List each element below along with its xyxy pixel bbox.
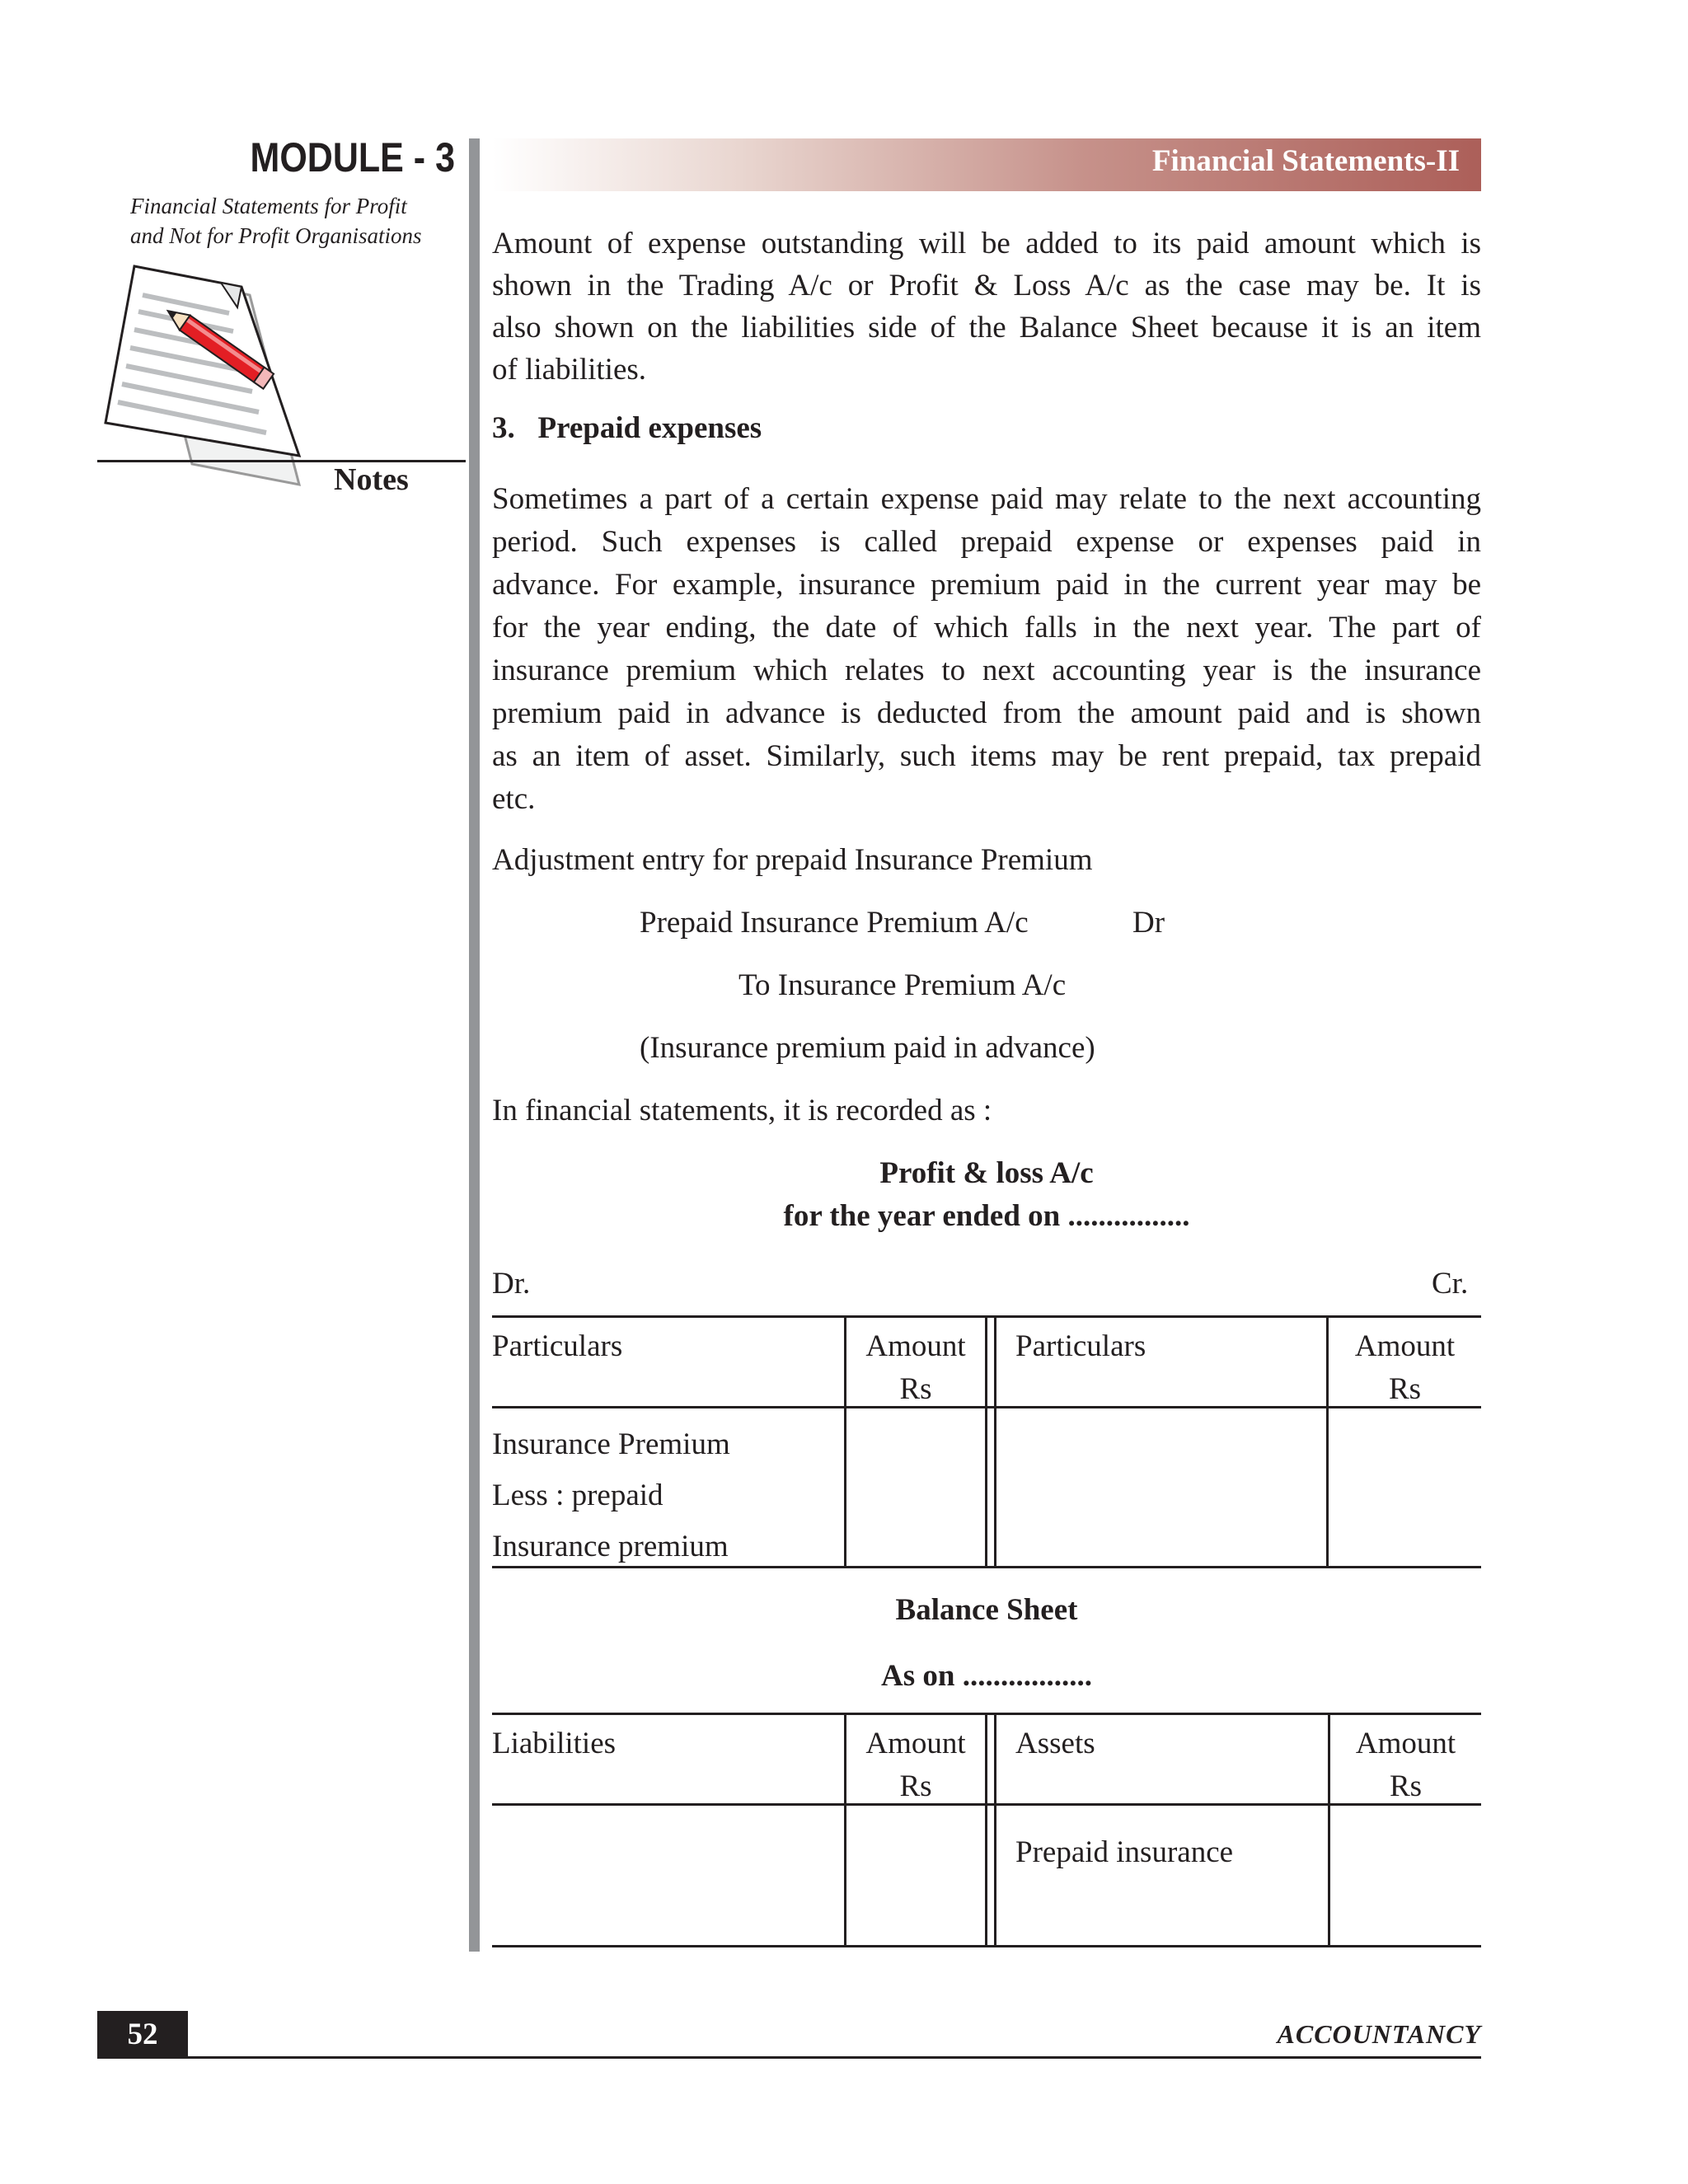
header-amount-right	[1330, 1722, 1481, 1808]
debit-label: Dr.	[492, 1267, 531, 1301]
paragraph-line: also shown on the liabilities side of the Balance Sheet because it is an item	[492, 311, 1481, 344]
paragraph-line: advance. For example, insurance premium paid in the current year may be	[492, 568, 1481, 602]
margin-divider-bar	[469, 138, 480, 1952]
header-amount-label: Amount	[865, 1329, 966, 1363]
table-column-rule	[994, 1315, 996, 1568]
section-heading: 3. Prepaid expenses	[492, 411, 762, 445]
header-amount-right	[1329, 1325, 1481, 1411]
journal-debit-line: Prepaid Insurance Premium A/c	[640, 906, 1029, 940]
module-subtitle-line-2: and Not for Profit Organisations	[130, 223, 422, 248]
paragraph-line: of liabilities.	[492, 353, 647, 387]
header-particulars-left: Particulars	[492, 1329, 623, 1363]
module-title: MODULE - 3	[250, 134, 455, 180]
financial-statements-intro: In financial statements, it is recorded as :	[492, 1094, 992, 1127]
journal-credit-line: To Insurance Premium A/c	[738, 968, 1067, 1002]
header-amount-label: Amount	[865, 1727, 966, 1760]
paragraph-line: for the year ending, the date of which falls in the next year. The part of	[492, 611, 1481, 644]
paragraph-line: premium paid in advance is deducted from the amount paid and is shown	[492, 696, 1481, 730]
header-particulars-right: Particulars	[1015, 1329, 1146, 1363]
paragraph-line: Sometimes a part of a certain expense paid may relate to the next accounting	[492, 482, 1481, 516]
header-amount-unit: Rs	[899, 1372, 932, 1406]
table-column-rule	[994, 1713, 996, 1947]
header-amount-left	[846, 1325, 985, 1411]
chapter-banner-title: Financial Statements-II	[1151, 144, 1460, 178]
balance-sheet-subtitle: As on .................	[881, 1659, 1092, 1693]
paragraph-line: shown in the Trading A/c or Profit & Loss A/c as the case may be. It is	[492, 269, 1481, 302]
credit-label: Cr.	[1432, 1267, 1469, 1301]
header-amount-unit: Rs	[1388, 1372, 1422, 1406]
paragraph-line: Amount of expense outstanding will be added to its paid amount which is	[492, 227, 1481, 260]
pl-account-subtitle: for the year ended on ................	[783, 1199, 1190, 1233]
header-amount-label: Amount	[1355, 1727, 1456, 1760]
pl-account-title: Profit & loss A/c	[879, 1156, 1094, 1190]
module-subtitle	[130, 191, 460, 251]
header-amount-unit: Rs	[1389, 1769, 1423, 1803]
paragraph-line: etc.	[492, 782, 536, 816]
table-row: Insurance Premium	[492, 1427, 730, 1461]
page-number: 52	[97, 2011, 188, 2059]
notepad-pencil-icon	[97, 262, 312, 501]
table-row: Less : prepaid	[492, 1479, 663, 1512]
header-amount-unit: Rs	[899, 1769, 932, 1803]
module-subtitle-line-1: Financial Statements for Profit	[130, 194, 407, 218]
header-amount-label: Amount	[1354, 1329, 1456, 1363]
header-liabilities: Liabilities	[492, 1727, 617, 1760]
pl-debit-entries	[492, 1419, 730, 1572]
paragraph-prepaid-expenses	[492, 478, 1481, 821]
adjustment-entry-intro: Adjustment entry for prepaid Insurance Premium	[492, 843, 1093, 877]
header-assets: Assets	[1015, 1727, 1095, 1760]
notes-label: Notes	[334, 462, 409, 497]
balance-sheet-title: Balance Sheet	[895, 1593, 1078, 1627]
notes-rule	[97, 460, 466, 462]
journal-dr-marker: Dr	[1132, 906, 1165, 940]
paragraph-line: period. Such expenses is called prepaid expense or expenses paid in	[492, 525, 1481, 559]
footer-rule	[97, 2056, 1481, 2059]
header-amount-left	[846, 1722, 985, 1808]
journal-narration: (Insurance premium paid in advance)	[640, 1031, 1095, 1065]
asset-row-prepaid-insurance: Prepaid insurance	[1015, 1835, 1234, 1869]
book-title: ACCOUNTANCY	[1277, 2019, 1481, 2049]
table-row: Insurance premium	[492, 1530, 729, 1563]
paragraph-line: as an item of asset. Similarly, such items may be rent prepaid, tax prepaid	[492, 739, 1481, 773]
table-column-rule	[985, 1315, 987, 1568]
paragraph-line: insurance premium which relates to next accounting year is the insurance	[492, 654, 1481, 687]
paragraph-outstanding-expense	[492, 223, 1481, 391]
table-column-rule	[985, 1713, 987, 1947]
chapter-banner	[492, 138, 1481, 191]
